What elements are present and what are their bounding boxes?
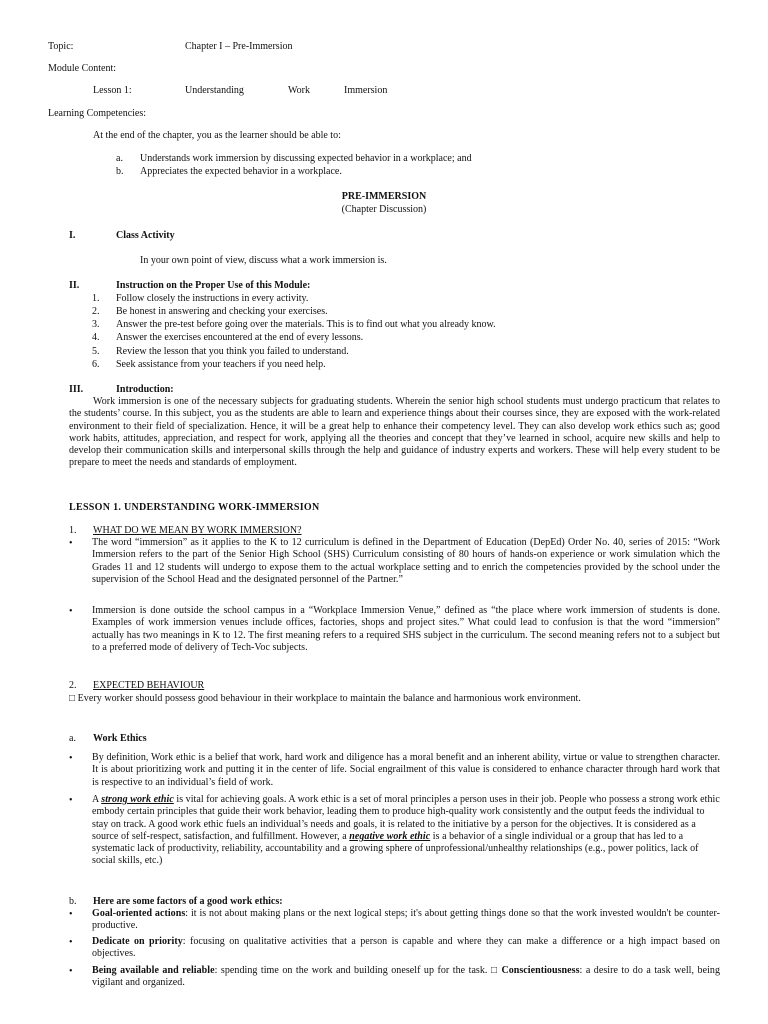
lesson-word-3: Immersion bbox=[344, 85, 388, 96]
factor-term: Being available and reliable bbox=[92, 965, 215, 976]
competency-marker-a: a. bbox=[116, 153, 123, 164]
subsection-a-marker: a. bbox=[69, 733, 76, 744]
section-1-heading: Class Activity bbox=[116, 230, 175, 241]
instruction-number: 6. bbox=[92, 359, 100, 370]
instruction-item: Answer the pre-test before going over the materials. This is to find out what you already know. bbox=[116, 319, 496, 330]
lesson-label: Lesson 1: bbox=[93, 85, 132, 96]
instruction-item: Seek assistance from your teachers if you need help. bbox=[116, 359, 326, 370]
section-1-number: I. bbox=[69, 230, 76, 241]
competencies-intro: At the end of the chapter, you as the learner should be able to: bbox=[93, 130, 341, 141]
instruction-number: 3. bbox=[92, 319, 100, 330]
bullet-icon: • bbox=[69, 966, 73, 977]
subsection-b-marker: b. bbox=[69, 896, 77, 907]
module-content-label: Module Content: bbox=[48, 63, 117, 74]
factor-dedicate-on-priority bbox=[92, 936, 720, 961]
chapter-subtitle: (Chapter Discussion) bbox=[341, 204, 427, 215]
bullet-icon: • bbox=[69, 909, 73, 920]
instruction-number: 5. bbox=[92, 346, 100, 357]
instruction-number: 2. bbox=[92, 306, 100, 317]
factor-goal-oriented bbox=[92, 908, 720, 933]
instruction-number: 1. bbox=[92, 293, 100, 304]
question-1-title: WHAT DO WE MEAN BY WORK IMMERSION? bbox=[93, 525, 302, 536]
competency-a: Understands work immersion by discussing expected behavior in a workplace; and bbox=[140, 153, 472, 164]
instruction-number: 4. bbox=[92, 332, 100, 343]
chapter-title: PRE-IMMERSION bbox=[341, 191, 427, 202]
instruction-item: Be honest in answering and checking your exercises. bbox=[116, 306, 328, 317]
section-1-text: In your own point of view, discuss what a work immersion is. bbox=[140, 255, 387, 266]
introduction-paragraph: Work immersion is one of the necessary subjects for graduating students. Wherein the senior high school students must undergo practicum that relates to the students’ course. In this subject, you as the students are able to learn and experience things about their courses since, they are exposed with the work-related environment to their field of specialization. Hence, it will be a great help to enhance their competency level. They can also develop work ethics such as; good work habits, attitudes, appreciation, and respect for work, applying all the theories and concept that they’ve learned in school, acquire new skills and help to develop their communication skills and interpersonal skills through the help and guidance of industry experts and workers. These will help every student to be prepare to meet the needs and standards of employment. bbox=[69, 396, 720, 469]
lesson-1-heading: LESSON 1. UNDERSTANDING WORK-IMMERSION bbox=[69, 502, 320, 513]
strong-work-ethic-mid: is vital for achieving goals. A work ethic is a set of moral principles a person uses in their job. People who possess a strong work ethic embody certain principles that guide their work behavior, leading them to produce high-quality work consistently and the output feeds the individual to stay on track. A good work ethic fuels an individual’s needs and goals, it is related to the initiative by a person for the objectives. It is considered as a source of self-respect, satisfaction, and fulfillment. However, a bbox=[92, 794, 720, 842]
work-ethics-heading: Work Ethics bbox=[93, 733, 147, 744]
bullet-icon: • bbox=[69, 795, 73, 806]
instruction-item: Follow closely the instructions in every activity. bbox=[116, 293, 309, 304]
strong-work-ethic-bullet bbox=[92, 794, 720, 868]
instruction-item: Answer the exercises encountered at the end of every lessons. bbox=[116, 332, 364, 343]
strong-work-ethic-term: strong work ethic bbox=[101, 794, 174, 805]
factor-description: : it is not about making plans or the next logical steps; it's about getting things done so that the work invested wouldn't be counter-productive. bbox=[92, 908, 720, 932]
factor-term: Goal-oriented actions bbox=[92, 908, 186, 919]
topic-label: Topic: bbox=[48, 41, 74, 52]
topic-value: Chapter I – Pre-Immersion bbox=[185, 41, 293, 52]
expected-behaviour-text: □ Every worker should possess good behaviour in their workplace to maintain the balance and harmonious work environment. bbox=[69, 693, 581, 704]
factor-term: Dedicate on priority bbox=[92, 936, 183, 947]
bullet-icon: • bbox=[69, 753, 73, 764]
factor-available-reliable bbox=[92, 965, 720, 990]
factor-description: : focusing on qualitative activities that a person is capable and where they can make a difference or a high impact based on objectives. bbox=[92, 936, 720, 960]
section-3-number: III. bbox=[69, 384, 84, 395]
strong-work-ethic-pre: A bbox=[92, 794, 102, 805]
section-3-heading: Introduction: bbox=[116, 384, 174, 395]
bullet-icon: • bbox=[69, 937, 73, 948]
bullet-icon: • bbox=[69, 606, 73, 617]
section-2-heading: Instruction on the Proper Use of this Module: bbox=[116, 280, 311, 291]
question-2-title: EXPECTED BEHAVIOUR bbox=[93, 680, 205, 691]
factor-term-conscientiousness: Conscientiousness bbox=[501, 965, 580, 976]
expected-behaviour-paragraph bbox=[69, 693, 720, 705]
question-2-number: 2. bbox=[69, 680, 77, 691]
factors-heading: Here are some factors of a good work ethics: bbox=[93, 896, 283, 907]
learning-competencies-label: Learning Competencies: bbox=[48, 108, 147, 119]
section-2-number: II. bbox=[69, 280, 80, 291]
bullet-icon: • bbox=[69, 538, 73, 549]
instruction-item: Review the lesson that you think you failed to understand. bbox=[116, 346, 349, 357]
lesson-word-1: Understanding bbox=[185, 85, 244, 96]
negative-work-ethic-term: negative work ethic bbox=[349, 830, 431, 842]
competency-marker-b: b. bbox=[116, 166, 124, 177]
question-1-number: 1. bbox=[69, 525, 77, 536]
lesson-word-2: Work bbox=[288, 85, 310, 96]
factor-description-conscientiousness: : a desire to do a task well, being vigilant and organized. bbox=[92, 965, 720, 989]
immersion-venue-bullet: Immersion is done outside the school campus in a “Workplace Immersion Venue,” defined as “the place where work immersion of students is done. Examples of work immersion venues include offices, factories, shops and project sites.” What could lead to confusion is that the word “immersion” actually has two meanings in K to 12. The first meaning refers to a required SHS subject in the curriculum. The second meaning refers not to a subject but to a preferred mode of delivery of Tech-Voc subjects. bbox=[92, 605, 720, 653]
factor-description: : spending time on the work and building oneself up for the task. □ bbox=[214, 965, 502, 976]
work-ethic-definition-bullet: By definition, Work ethic is a belief that work, hard work and diligence has a moral benefit and an inherent ability, virtue or value to strengthen character. It is about prioritizing work and putting it in the center of life. Social engrailment of this value is considered to enhance character through hard work that is respective to an individual’s field of work. bbox=[92, 752, 720, 788]
competency-b: Appreciates the expected behavior in a workplace. bbox=[140, 166, 342, 177]
immersion-definition-bullet: The word “immersion” as it applies to the K to 12 curriculum is defined in the Department of Education (DepEd) Order No. 40, series of 2015: “Work Immersion refers to the part of the Senior High School (SHS) Curriculum consisting of 80 hours of hands-on experience or work simulation which the Grades 11 and 12 students will undergo to expose them to the actual workplace setting and to enrich the competencies provided by the school under the supervision of the School Head and the designated personnel of the Partner.” bbox=[92, 537, 720, 585]
strong-work-ethic-post: is a behavior of a single individual or a group that has led to a systematic lack of productivity, reliability, accountability and a growing sphere of unprofessional/unhealthy relationships (e.g., power politics, lack of social skills, etc.) bbox=[92, 830, 699, 867]
